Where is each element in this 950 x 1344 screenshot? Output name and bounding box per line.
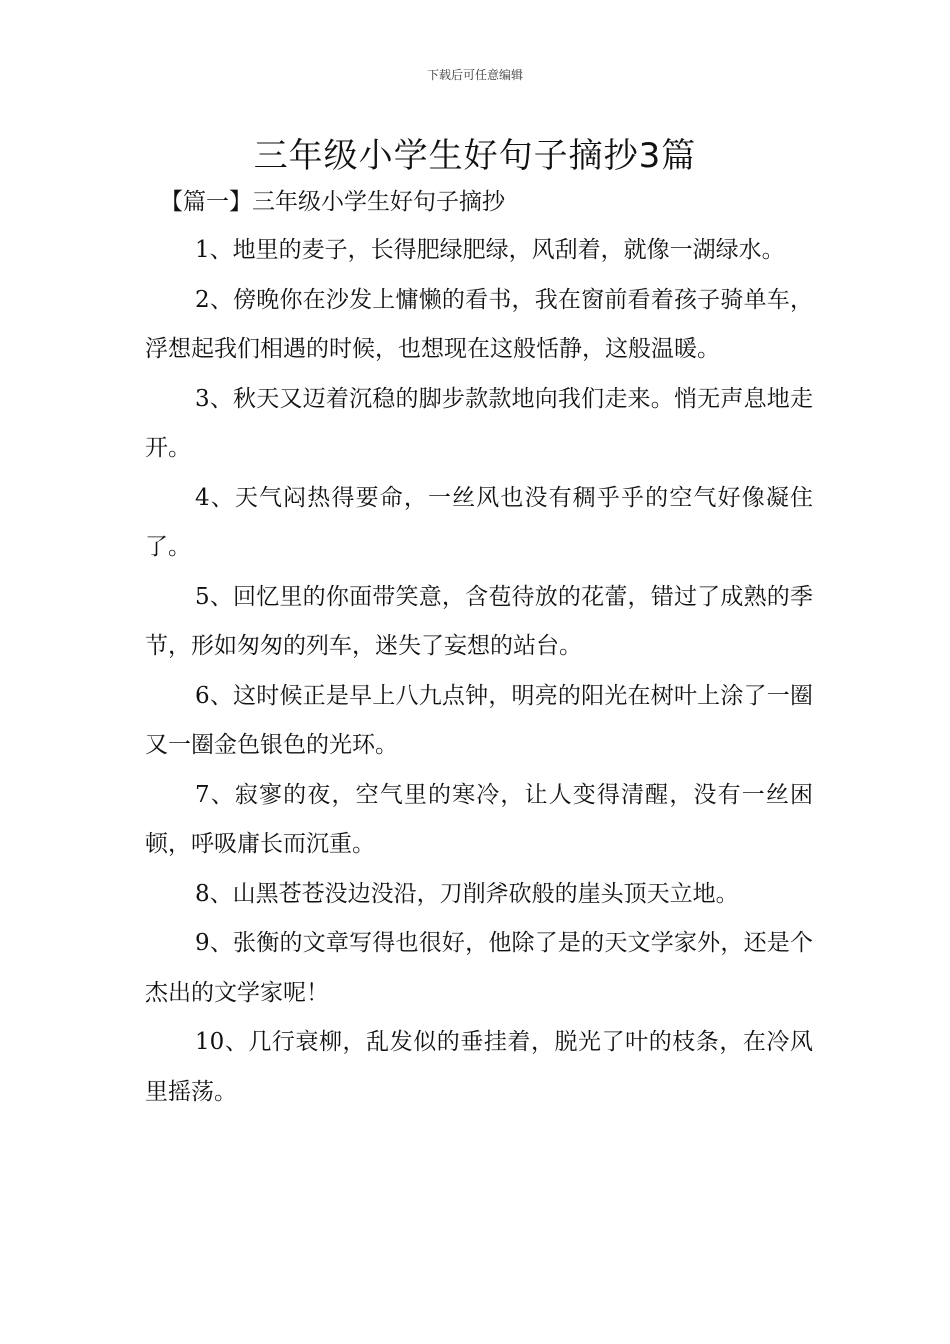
document-title: 三年级小学生好句子摘抄3篇	[253, 136, 697, 176]
document-body	[145, 226, 813, 1117]
sentence-paragraph: 4、天气闷热得要命，一丝风也没有稠乎乎的空气好像凝住了。	[145, 484, 813, 560]
sentence-paragraph: 6、这时候正是早上八九点钟，明亮的阳光在树叶上涂了一圈又一圈金色银色的光环。	[145, 682, 813, 758]
sentence-paragraph: 1、地里的麦子，长得肥绿肥绿，风刮着，就像一湖绿水。	[195, 237, 785, 263]
sentence-paragraph: 7、寂寥的夜，空气里的寒冷，让人变得清醒，没有一丝困顿，呼吸庸长而沉重。	[145, 781, 813, 857]
sentence-paragraph: 3、秋天又迈着沉稳的脚步款款地向我们走来。悄无声息地走开。	[145, 385, 813, 461]
sentence-paragraph: 8、山黑苍苍没边没沿，刀削斧砍般的崖头顶天立地。	[195, 880, 739, 907]
sentence-paragraph: 9、张衡的文章写得也很好，他除了是的天文学家外，还是个杰出的文学家呢！	[145, 930, 813, 1006]
section-heading: 【篇一】三年级小学生好句子摘抄	[160, 189, 505, 215]
sentence-paragraph: 5、回忆里的你面带笑意，含苞待放的花蕾，错过了成熟的季节，形如匆匆的列车，迷失了妄想的站台。	[145, 583, 813, 659]
sentence-paragraph: 2、傍晚你在沙发上慵懒的看书，我在窗前看着孩子骑单车，浮想起我们相遇的时候，也想现在这般恬静，这般温暖。	[145, 286, 813, 362]
sentence-paragraph: 10、几行衰柳，乱发似的垂挂着，脱光了叶的枝条，在冷风里摇荡。	[145, 1029, 813, 1105]
header-note: 下载后可任意编辑	[426, 68, 523, 82]
